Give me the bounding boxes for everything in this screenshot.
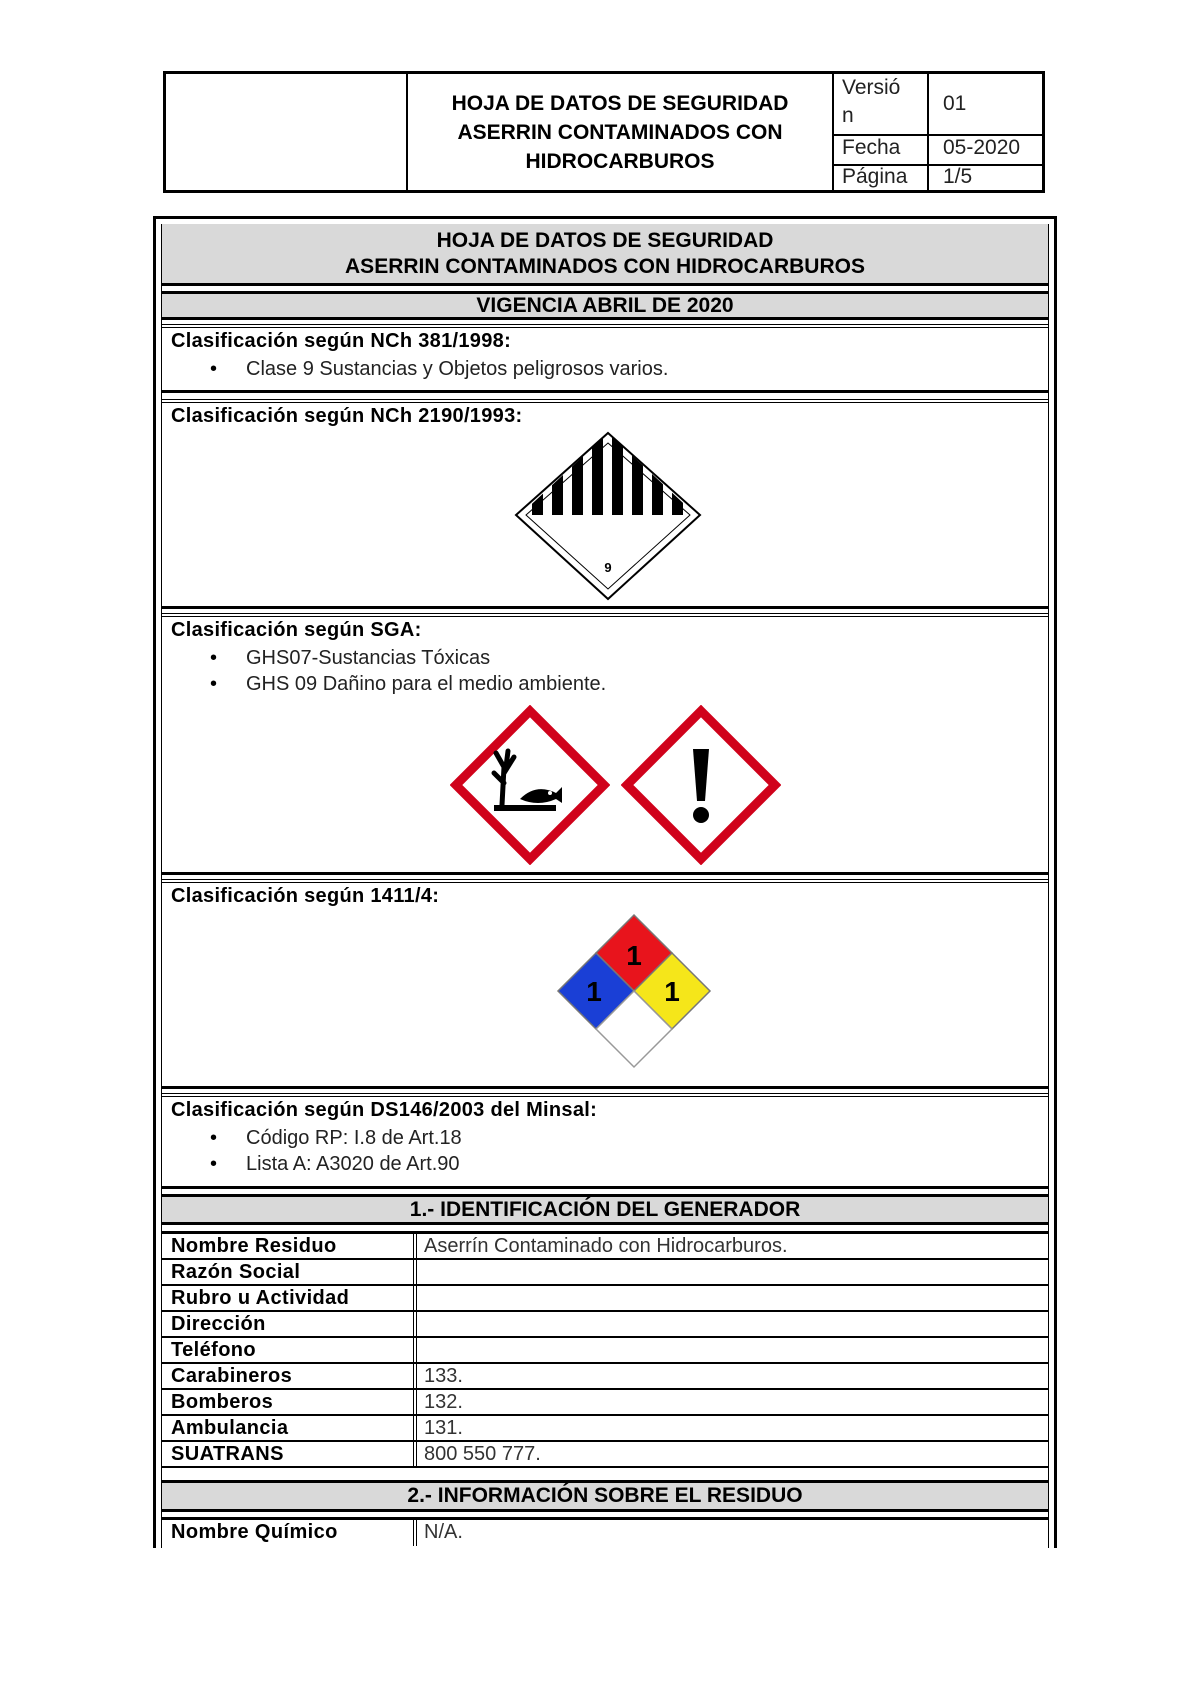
section-nch2190 <box>162 399 1048 609</box>
main-title-line-1: HOJA DE DATOS DE SEGURIDAD <box>436 229 774 252</box>
nch381-list <box>210 356 668 382</box>
row-value: N/A. <box>424 1521 463 1543</box>
list-item: • Clase 9 Sustancias y Objetos peligrosos varios. <box>210 356 668 382</box>
row-label: Nombre Residuo <box>162 1234 417 1258</box>
content-inner <box>161 224 1049 1698</box>
nfpa-diamond-icon <box>554 911 714 1071</box>
header-title-line-1: HOJA DE DATOS DE SEGURIDAD <box>451 91 789 115</box>
ds146-list <box>210 1125 462 1177</box>
row-label: Nombre Químico <box>162 1520 417 1546</box>
section-nfpa <box>162 879 1048 1089</box>
list-item: • GHS 09 Dañino para el medio ambiente. <box>210 671 606 697</box>
section-ds146 <box>162 1093 1048 1189</box>
row-label: Ambulancia <box>162 1416 417 1440</box>
row-value: 800 550 777. <box>424 1443 541 1465</box>
row-value: Aserrín Contaminado con Hidrocarburos. <box>424 1235 788 1257</box>
validity-band <box>162 291 1048 320</box>
row-label: Dirección <box>162 1312 417 1336</box>
header-title-line-3: HIDROCARBUROS <box>525 149 715 173</box>
row-value <box>424 1260 1048 1284</box>
row-label: SUATRANS <box>162 1442 417 1466</box>
version-label: Versió n <box>834 74 929 134</box>
ghs09-environment-icon <box>450 705 610 865</box>
table-row <box>162 1520 1048 1546</box>
nfpa-title: Clasificación según 1411/4: <box>171 885 440 907</box>
generator-table <box>162 1231 1048 1468</box>
table-row <box>162 1390 1048 1416</box>
table-row <box>162 1364 1048 1390</box>
validity-text: VIGENCIA ABRIL DE 2020 <box>476 294 734 317</box>
page-value: 1/5 <box>943 165 973 188</box>
row-value <box>424 1286 1048 1310</box>
nch2190-title: Clasificación según NCh 2190/1993: <box>171 405 523 427</box>
main-title-line-2: ASERRIN CONTAMINADOS CON HIDROCARBUROS <box>345 255 865 278</box>
sga-title: Clasificación según SGA: <box>171 619 422 641</box>
row-label: Razón Social <box>162 1260 417 1284</box>
row-label: Rubro u Actividad <box>162 1286 417 1310</box>
row-value: 131. <box>424 1417 463 1439</box>
date-value: 05-2020 <box>943 136 1021 159</box>
section1-heading-band <box>162 1194 1048 1225</box>
nfpa-reactivity: 1 <box>664 976 680 1007</box>
placard-number: 9 <box>604 560 612 575</box>
content-frame <box>153 216 1057 1698</box>
row-value: 133. <box>424 1365 463 1387</box>
row-label: Teléfono <box>162 1338 417 1362</box>
table-row <box>162 1416 1048 1442</box>
nfpa-health: 1 <box>586 976 602 1007</box>
date-label: Fecha <box>834 134 929 164</box>
table-row <box>162 1312 1048 1338</box>
section1-heading: 1.- IDENTIFICACIÓN DEL GENERADOR <box>409 1198 801 1221</box>
header-meta <box>834 74 1042 190</box>
ghs07-exclamation-icon <box>621 705 781 865</box>
sga-list <box>210 645 606 697</box>
section-nch381 <box>162 324 1048 393</box>
page-label: Página <box>834 164 929 191</box>
list-item: • Código RP: I.8 de Art.18 <box>210 1125 462 1151</box>
residue-table <box>162 1517 1048 1550</box>
row-label: Carabineros <box>162 1364 417 1388</box>
section2-heading-band <box>162 1480 1048 1512</box>
header-title <box>408 74 834 190</box>
list-item: • GHS07-Sustancias Tóxicas <box>210 645 606 671</box>
logo-cell <box>166 74 408 190</box>
version-row <box>834 74 1042 136</box>
section2-heading: 2.- INFORMACIÓN SOBRE EL RESIDUO <box>407 1484 803 1507</box>
page-row <box>834 164 1042 191</box>
row-value: 132. <box>424 1391 463 1413</box>
section-sga <box>162 613 1048 875</box>
header-title-line-2: ASERRIN CONTAMINADOS CON <box>457 120 783 144</box>
class9-placard-icon <box>512 429 712 604</box>
table-row <box>162 1234 1048 1260</box>
row-value <box>424 1312 1048 1336</box>
table-row <box>162 1286 1048 1312</box>
table-row <box>162 1260 1048 1286</box>
nfpa-flammability: 1 <box>626 940 642 971</box>
date-row <box>834 134 1042 166</box>
row-value <box>424 1338 1048 1362</box>
version-value: 01 <box>943 92 967 115</box>
page-bottom-margin <box>0 1548 1200 1698</box>
row-label: Bomberos <box>162 1390 417 1414</box>
table-row <box>162 1338 1048 1364</box>
main-title-band <box>162 224 1048 286</box>
document-header <box>163 71 1045 193</box>
table-row <box>162 1442 1048 1468</box>
ds146-title: Clasificación según DS146/2003 del Minsal: <box>171 1099 598 1121</box>
nch381-title: Clasificación según NCh 381/1998: <box>171 330 512 352</box>
list-item: • Lista A: A3020 de Art.90 <box>210 1151 462 1177</box>
